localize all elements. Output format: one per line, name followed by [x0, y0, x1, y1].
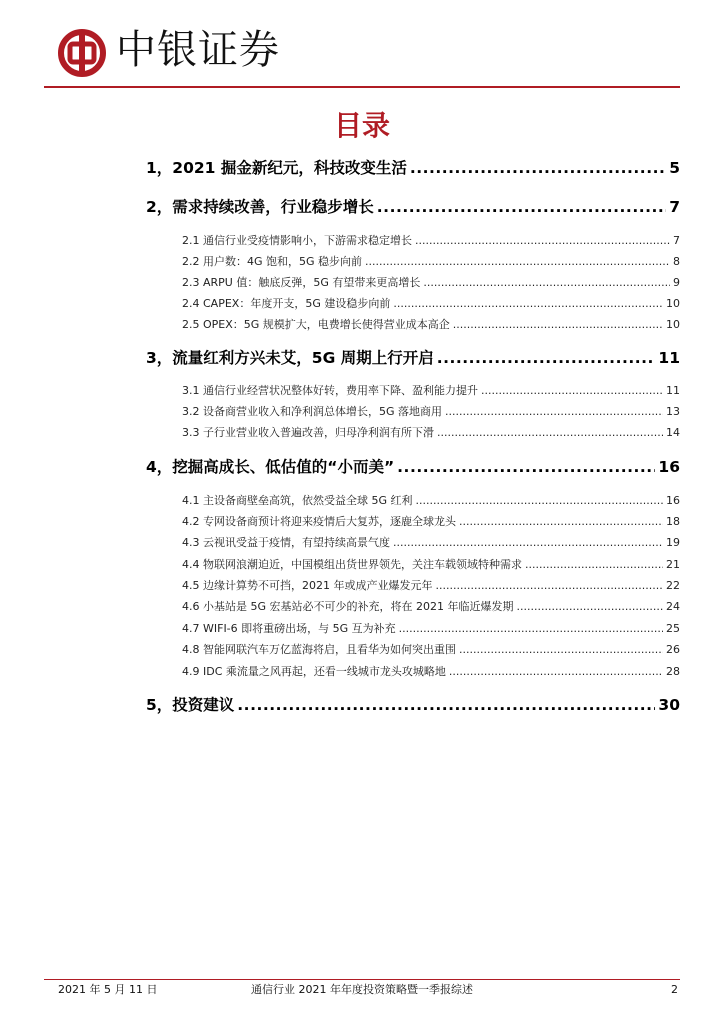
toc-entry-label: 4.6 小基站是 5G 宏基站必不可少的补充，将在 2021 年临近爆发期 — [182, 600, 514, 613]
toc-entry-page: 24 — [666, 600, 680, 613]
toc-entry-label: 4.3 云视讯受益于疫情，有望持续高景气度 — [182, 536, 390, 549]
toc-entry[interactable] — [182, 255, 680, 269]
toc-entry-page: 22 — [666, 579, 680, 592]
toc-entry[interactable] — [182, 536, 680, 550]
toc-entry-label: 4.5 边缘计算势不可挡，2021 年或成产业爆发元年 — [182, 579, 433, 592]
toc-entry-page: 11 — [658, 349, 680, 367]
toc-entry-page: 16 — [658, 458, 680, 476]
toc-entry-page: 26 — [666, 643, 680, 656]
toc-entry-label: 4.7 WIFI-6 即将重磅出场，与 5G 互为补充 — [182, 622, 396, 635]
toc-entry-page: 21 — [666, 558, 680, 571]
toc-entry[interactable] — [182, 515, 680, 529]
toc-entry-label: 2.5 OPEX：5G 规模扩大，电费增长使得营业成本高企 — [182, 318, 450, 331]
toc-entry-label: 3.3 子行业营业收入普遍改善，归母净利润有所下滑 — [182, 426, 434, 439]
toc-entry[interactable] — [182, 600, 680, 614]
toc-entry-page: 28 — [666, 665, 680, 678]
toc-entry[interactable] — [182, 405, 680, 419]
toc-entry-page: 9 — [673, 276, 680, 289]
toc-entry-label: 1，2021 掘金新纪元，科技改变生活 — [146, 159, 407, 177]
toc-entry-label: 3.2 设备商营业收入和净利润总体增长，5G 落地商用 — [182, 405, 443, 418]
toc-entry-label: 3.1 通信行业经营状况整体好转，费用率下降、盈利能力提升 — [182, 384, 478, 397]
toc-entry-label: 5，投资建议 — [146, 696, 235, 714]
toc-entry[interactable] — [146, 197, 680, 217]
toc-entry-page: 10 — [666, 318, 680, 331]
toc-entry[interactable] — [182, 494, 680, 508]
toc-entry[interactable] — [182, 318, 680, 332]
toc-entry-page: 13 — [666, 405, 680, 418]
toc-entry-label: 2.2 用户数：4G 饱和，5G 稳步向前 — [182, 255, 363, 268]
toc-entry-page: 25 — [666, 622, 680, 635]
toc-entry-label: 4.8 智能网联汽车万亿蓝海将启，且看华为如何突出重围 — [182, 643, 456, 656]
toc-entry[interactable] — [146, 695, 680, 715]
toc-entry-page: 5 — [669, 159, 680, 177]
report-date: 2021 年 5 月 11 日 — [58, 983, 158, 996]
toc-entry-page: 14 — [666, 426, 680, 439]
toc-entry[interactable] — [182, 426, 680, 440]
toc-entry-page: 16 — [666, 494, 680, 507]
page-title: 目录 — [333, 109, 390, 142]
toc-entry-page: 7 — [673, 234, 680, 247]
toc-entry-label: 3，流量红利方兴未艾，5G 周期上行开启 — [146, 349, 434, 367]
toc-entry-page: 7 — [669, 198, 680, 216]
toc-entry[interactable] — [182, 643, 680, 657]
toc-entry[interactable] — [182, 297, 680, 311]
toc-entry[interactable] — [182, 665, 680, 679]
toc-entry[interactable] — [146, 348, 680, 368]
toc-entry-label: 2.4 CAPEX：年度开支，5G 建设稳步向前 — [182, 297, 391, 310]
brand-name: 中银证券 — [116, 27, 280, 73]
toc-entry-page: 10 — [666, 297, 680, 310]
toc-entry-page: 19 — [666, 536, 680, 549]
toc-entry-label: 4.2 专网设备商预计将迎来疫情后大复苏，逐鹿全球龙头 — [182, 515, 456, 528]
page-number: 2 — [671, 983, 678, 996]
report-title: 通信行业 2021 年年度投资策略暨一季报综述 — [251, 983, 473, 996]
toc-entry[interactable] — [182, 234, 680, 248]
toc-entry[interactable] — [182, 622, 680, 636]
toc-entry[interactable] — [146, 457, 680, 477]
toc-entry[interactable] — [182, 384, 680, 398]
toc-entry-page: 11 — [666, 384, 680, 397]
toc-entry[interactable] — [182, 558, 680, 572]
toc-entry-label: 4.9 IDC 乘流量之风再起，还看一线城市龙头攻城略地 — [182, 665, 446, 678]
toc-entry-label: 2.1 通信行业受疫情影响小，下游需求稳定增长 — [182, 234, 412, 247]
toc-entry-page: 8 — [673, 255, 680, 268]
toc-entry[interactable] — [182, 276, 680, 290]
toc-entry-page: 30 — [658, 696, 680, 714]
toc-entry-label: 2，需求持续改善，行业稳步增长 — [146, 198, 374, 216]
toc-entry-label: 4，挖掘高成长、低估值的“小而美” — [146, 458, 395, 476]
toc-entry-label: 2.3 ARPU 值：触底反弹，5G 有望带来更高增长 — [182, 276, 421, 289]
toc-entry[interactable] — [146, 158, 680, 178]
footer-divider — [44, 979, 680, 980]
toc-entry-label: 4.1 主设备商壁垒高筑，依然受益全球 5G 红利 — [182, 494, 413, 507]
toc-entry-label: 4.4 物联网浪潮迫近，中国模组出货世界领先，关注车载领域特种需求 — [182, 558, 522, 571]
toc-entry-page: 18 — [666, 515, 680, 528]
toc-entry[interactable] — [182, 579, 680, 593]
